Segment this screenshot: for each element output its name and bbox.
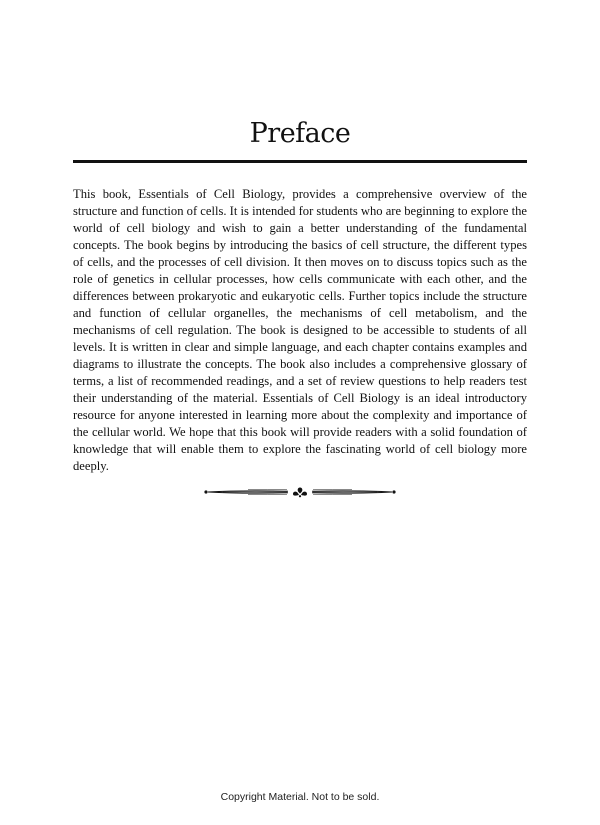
preface-body: This book, Essentials of Cell Biology, provides a comprehensive overview of the structure and function of cells. It is intended for students who are beginning to explore the world of cell biology and wish to gain a better understanding of the fundamental concepts. The book begins by introducing the basics of cell structure, the different types of cells, and the processes of cell division. It then moves on to discuss topics such as the role of genetics in cellular processes, how cells communicate with each other, and the differences between prokaryotic and eukaryotic cells. Further topics include the structure and function of cellular organelles, the mechanisms of cell metabolism, and the mechanisms of cell regulation. The book is designed to be accessible to students of all levels. It is written in clear and simple language, and each chapter contains examples and diagrams to illustrate the concepts. The book also includes a comprehensive glossary of terms, a list of recommended readings, and a set of review questions to help readers test their understanding of the material. Essentials of Cell Biology is an ideal introductory resource for anyone interested in learning more about the complexity and importance of the cellular world. We hope that this book will provide readers with a solid foundation of knowledge that will enable them to explore the fascinating world of cell biology more deeply. bbox=[73, 187, 527, 473]
fleuron-divider-icon bbox=[203, 484, 397, 500]
title-rule bbox=[73, 160, 527, 163]
page-title: Preface bbox=[249, 118, 351, 149]
copyright-notice: Copyright Material. Not to be sold. bbox=[220, 791, 380, 803]
